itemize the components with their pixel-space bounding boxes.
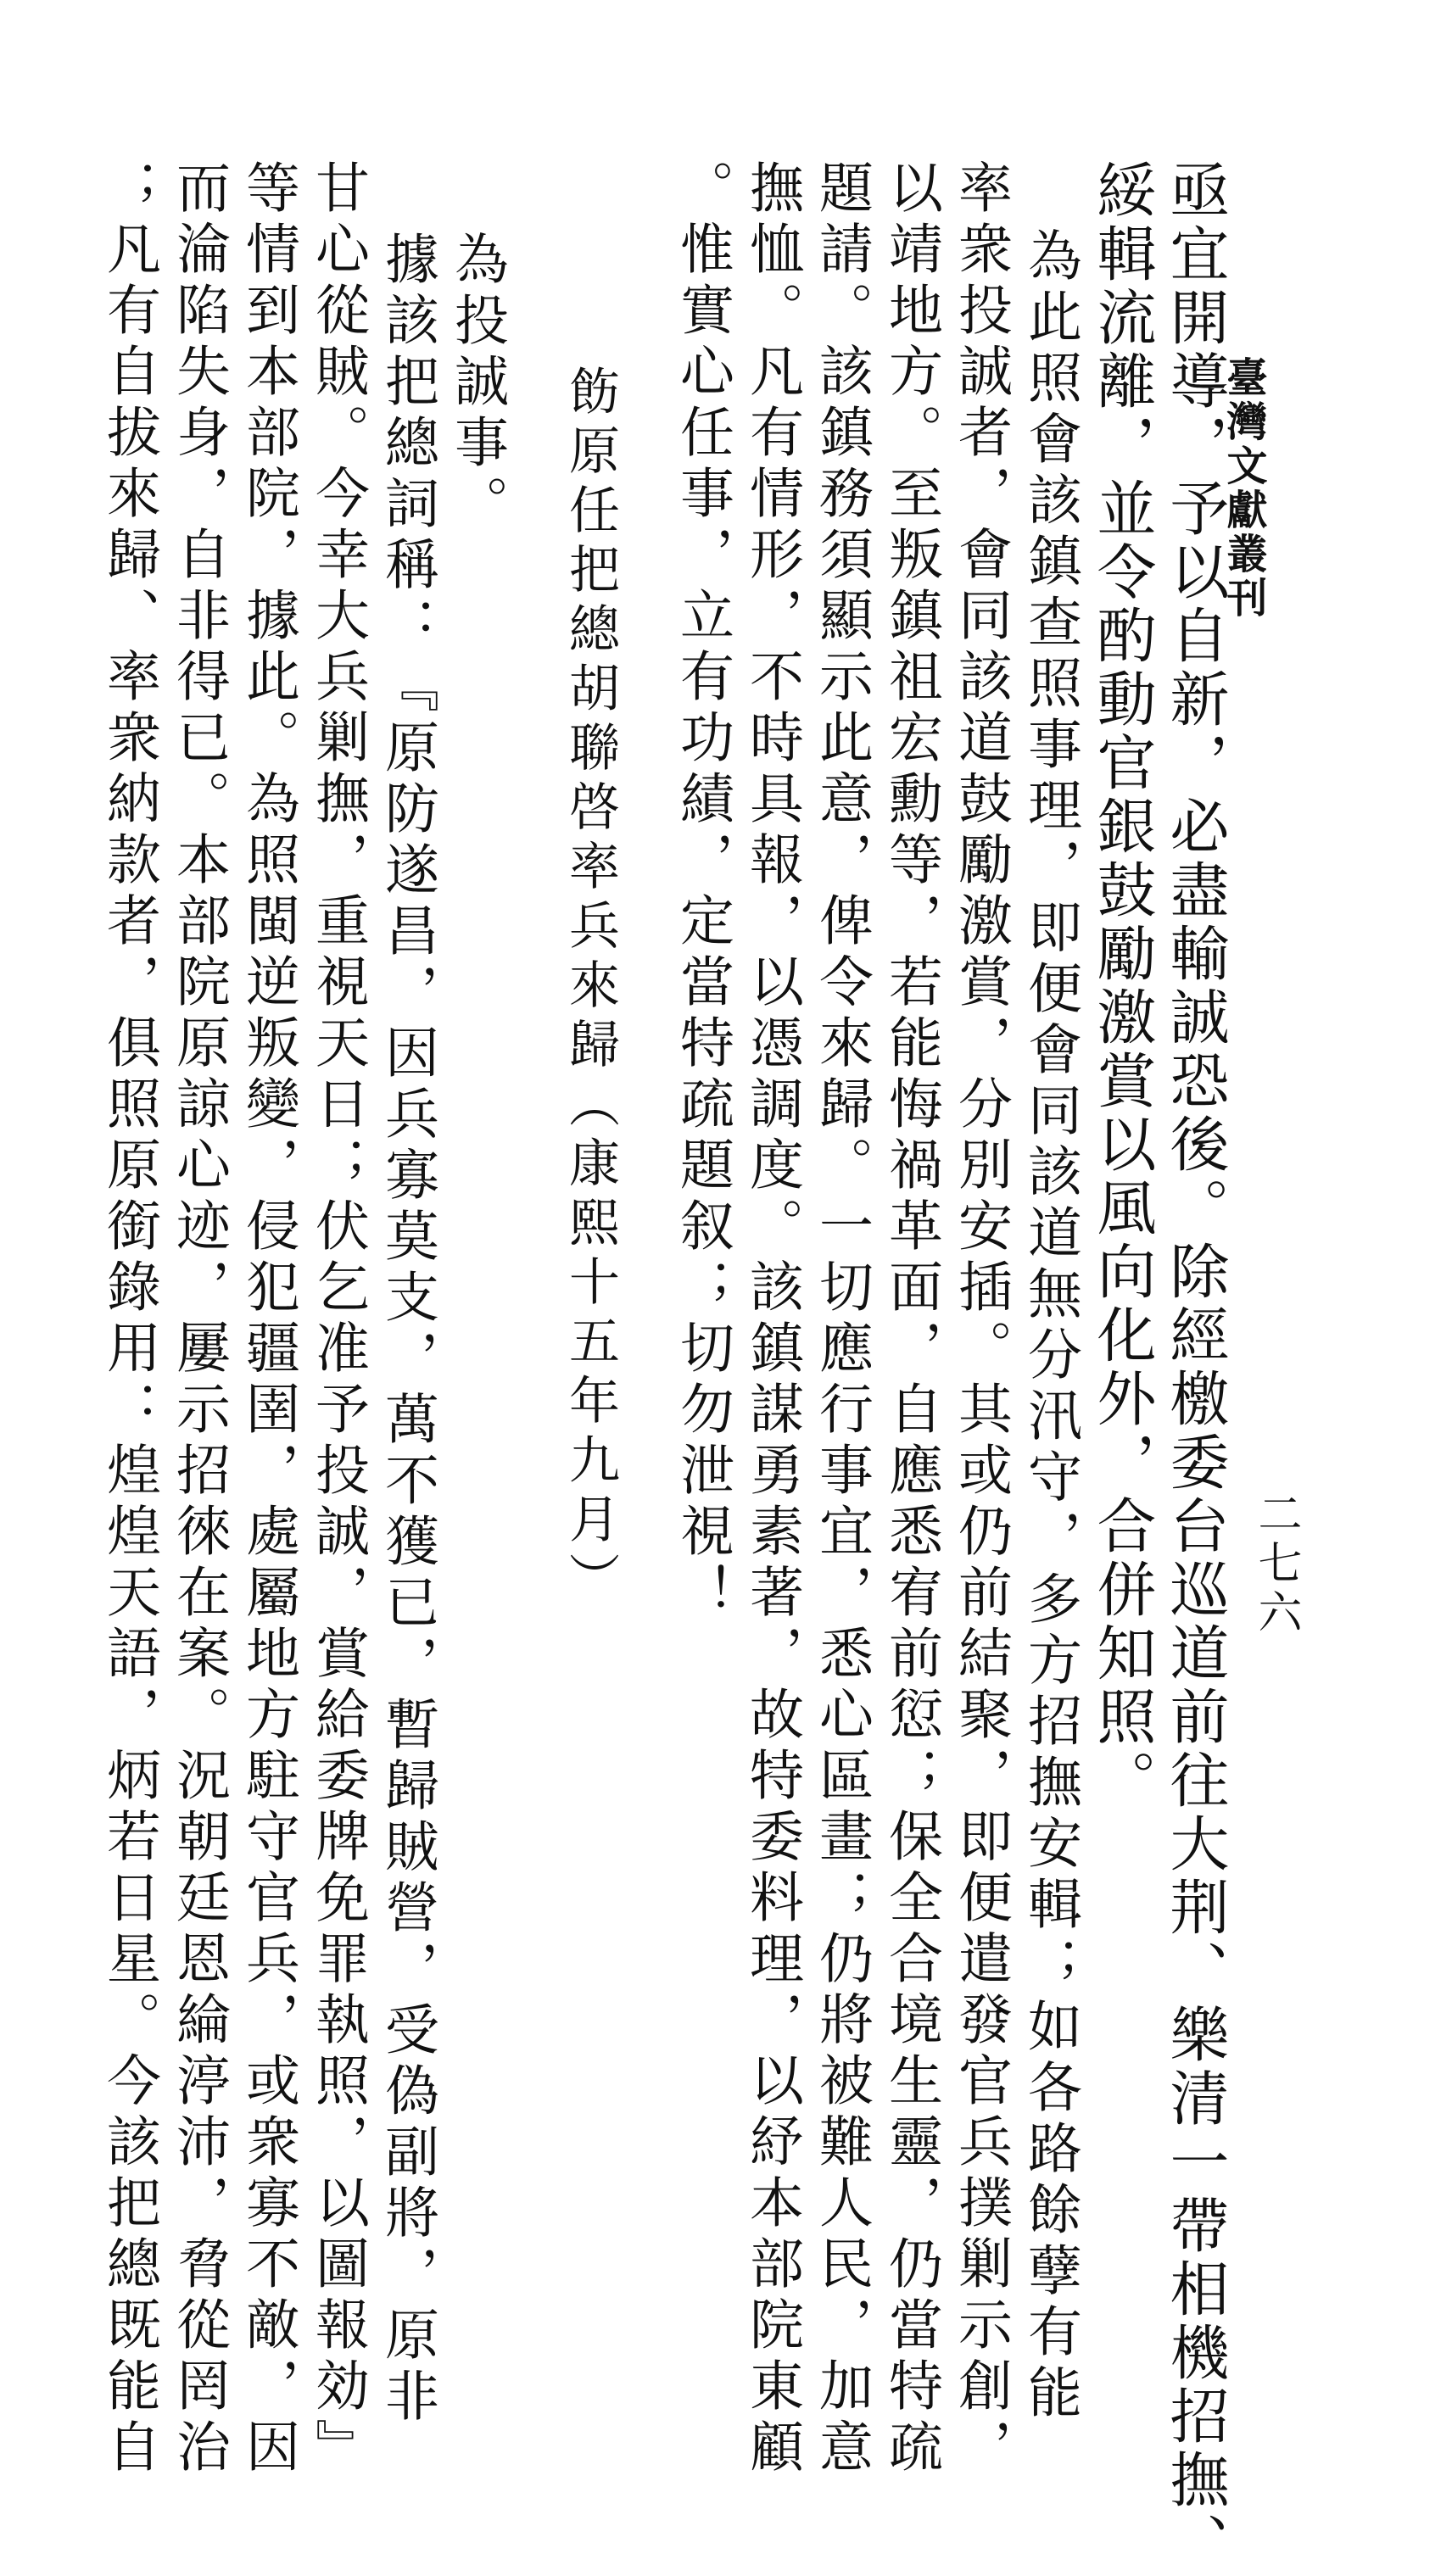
text-column: 以靖地方。至叛鎮祖宏勳等，若能悔禍革面，自應悉宥前愆；保全合境生靈，仍當特疏 [880,159,942,2479]
text-column: 為此照會該鎮查照事理，即便會同該道無分汛守，多方招撫安輯；如各路餘孽有能 [1019,227,1081,2425]
page-number: 二七六 [1250,1491,1301,1638]
text-column: 等情到本部院，據此。為照閩逆叛變，侵犯疆圉，處屬地方駐守官兵，或衆寡不敵，因 [237,159,299,2479]
text-column: 甘心從賊。今幸大兵剿撫，重視天日；伏乞准予投誠，賞給委牌免罪執照，以圖報効』 [306,159,369,2479]
text-column: 為投誠事。 [445,231,508,536]
text-column: 而淪陷失身，自非得已。本部院原諒心迹，屢示招徠在案。況朝廷恩綸渟沛，脅從罔治 [167,159,230,2479]
text-column: 撫恤。凡有情形，不時具報，以憑調度。該鎮謀勇素著，故特委料理，以紓本部院東顧 [740,159,803,2479]
text-column: ；凡有自拔來歸、率衆納款者，俱照原銜錄用：煌煌天語，炳若日星。今該把總既能自 [98,159,160,2479]
text-column: 據該把總詞稱：『原防遂昌，因兵寡莫支，萬不獲已，暫歸賊營，受偽副將，原非 [376,231,438,2428]
text-column: 率衆投誠者，會同該道鼓勵激賞，分別安插。其或仍前結聚，即便遣發官兵撲剿示創， [949,159,1012,2479]
text-column: 亟宜開導，予以自新，必盡輸誠恐後。除經檄委台巡道前往大荆、樂清一帶相機招撫、 [1160,159,1230,2576]
text-column: 綏輯流離，並令酌動官銀鼓勵激賞以風向化外，合併知照。 [1087,159,1157,1813]
text-column: 。惟實心任事，立有功績，定當特疏題叙；切勿泄視！ [671,159,734,1625]
text-column: 題請。該鎮務須顯示此意，俾令來歸。一切應行事宜，悉心區畫；仍將被難人民，加意 [810,159,873,2479]
section-heading: 飭原任把總胡聯啓率兵來歸（康熙十五年九月） [561,365,620,1611]
running-header-title: 臺灣文獻叢刊 [1220,356,1267,621]
